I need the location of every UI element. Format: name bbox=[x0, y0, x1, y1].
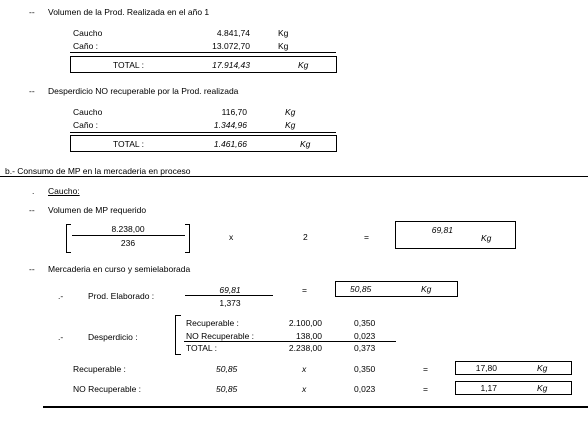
s2-total-value: 1.461,66 bbox=[213, 139, 247, 149]
pe-bullet: .- bbox=[58, 291, 64, 301]
calc-b: 0,350 bbox=[354, 364, 376, 374]
desp-row-value: 138,00 bbox=[296, 331, 322, 341]
desp-total-label: TOTAL : bbox=[186, 343, 218, 353]
s2-total-label: TOTAL : bbox=[113, 139, 145, 149]
s3-unit: Kg bbox=[481, 233, 492, 243]
caucho-bullet: . bbox=[32, 186, 35, 196]
s1-row-label: Caño : bbox=[73, 41, 99, 51]
s2-rule bbox=[70, 132, 336, 133]
s2-row-value: 116,70 bbox=[221, 107, 247, 117]
pe-numerator: 69,81 bbox=[219, 285, 241, 295]
s1-total-value: 17.914,43 bbox=[212, 60, 250, 70]
pe-unit: Kg bbox=[421, 284, 432, 294]
section-b-title: b.- Consumo de MP en la mercaderia en proceso bbox=[5, 166, 191, 176]
desp-row-label: Recuperable : bbox=[186, 318, 239, 328]
calc-result: 17,80 bbox=[475, 363, 497, 373]
s3-times: x bbox=[229, 232, 234, 242]
desp-total-rule bbox=[184, 341, 396, 342]
s3-denominator: 236 bbox=[120, 238, 136, 248]
s3-bracket-left bbox=[66, 224, 71, 253]
s2-row-label: Caucho bbox=[73, 107, 103, 117]
s1-row-value: 4.841,74 bbox=[216, 28, 250, 38]
s2-total-unit: Kg bbox=[300, 139, 311, 149]
calc-eq: = bbox=[423, 364, 428, 374]
desp-row-label: NO Recuperable : bbox=[186, 331, 255, 341]
calc-a: 50,85 bbox=[216, 364, 238, 374]
s3-numerator: 8.238,00 bbox=[111, 224, 145, 234]
calc-label: NO Recuperable : bbox=[73, 384, 142, 394]
s3-bracket-right bbox=[185, 224, 190, 253]
s1-total-unit: Kg bbox=[298, 60, 309, 70]
s2-row-label: Caño : bbox=[73, 120, 99, 130]
s1-rule bbox=[70, 52, 336, 53]
pe-denominator: 1,373 bbox=[219, 298, 241, 308]
caucho-heading: Caucho: bbox=[48, 186, 80, 196]
s3-factor: 2 bbox=[303, 232, 308, 242]
s1-dash: -- bbox=[29, 7, 35, 17]
calc-b: 0,023 bbox=[354, 384, 376, 394]
s1-row-label: Caucho bbox=[73, 28, 103, 38]
calc-eq: = bbox=[423, 384, 428, 394]
s3-dash: -- bbox=[29, 205, 35, 215]
s1-row-value: 13.072,70 bbox=[212, 41, 250, 51]
s2-dash: -- bbox=[29, 86, 35, 96]
s3-title: Volumen de MP requerido bbox=[48, 205, 147, 215]
pe-result: 50,85 bbox=[350, 284, 372, 294]
calc-label: Recuperable : bbox=[73, 364, 126, 374]
calc-unit: Kg bbox=[537, 363, 548, 373]
desp-total-value: 2.238,00 bbox=[288, 343, 322, 353]
s1-row-unit: Kg bbox=[278, 41, 289, 51]
s3-equals: = bbox=[364, 232, 369, 242]
calc-result: 1,17 bbox=[480, 383, 497, 393]
desp-bullet: .- bbox=[58, 332, 64, 342]
s1-title: Volumen de la Prod. Realizada en el año 1 bbox=[48, 7, 210, 17]
desp-row-ratio: 0,023 bbox=[354, 331, 376, 341]
pe-label: Prod. Elaborado : bbox=[88, 291, 155, 301]
calc-unit: Kg bbox=[537, 383, 548, 393]
calc-a: 50,85 bbox=[216, 384, 238, 394]
s2-row-unit: Kg bbox=[285, 120, 296, 130]
desp-label: Desperdicio : bbox=[88, 332, 138, 342]
pe-equals: = bbox=[302, 285, 307, 295]
section-b-rule bbox=[0, 176, 588, 177]
s3-fraction-bar bbox=[72, 235, 185, 236]
s1-total-label: TOTAL : bbox=[113, 60, 145, 70]
pe-fraction-bar bbox=[185, 295, 273, 296]
s1-row-unit: Kg bbox=[278, 28, 289, 38]
calc-op: x bbox=[302, 364, 307, 374]
s3-result: 69,81 bbox=[431, 225, 453, 235]
desp-brace bbox=[175, 315, 181, 355]
desp-row-ratio: 0,350 bbox=[354, 318, 376, 328]
s3-result-box bbox=[395, 221, 516, 249]
calc-op: x bbox=[302, 384, 307, 394]
s4-dash: -- bbox=[29, 264, 35, 274]
s2-row-unit: Kg bbox=[285, 107, 296, 117]
desp-row-value: 2.100,00 bbox=[288, 318, 322, 328]
s4-title: Mercaderia en curso y semielaborada bbox=[48, 264, 191, 274]
s2-title: Desperdicio NO recuperable por la Prod. realizada bbox=[48, 86, 239, 96]
bottom-rule bbox=[43, 406, 588, 408]
desp-total-ratio: 0,373 bbox=[354, 343, 376, 353]
s2-row-value: 1.344,96 bbox=[213, 120, 247, 130]
